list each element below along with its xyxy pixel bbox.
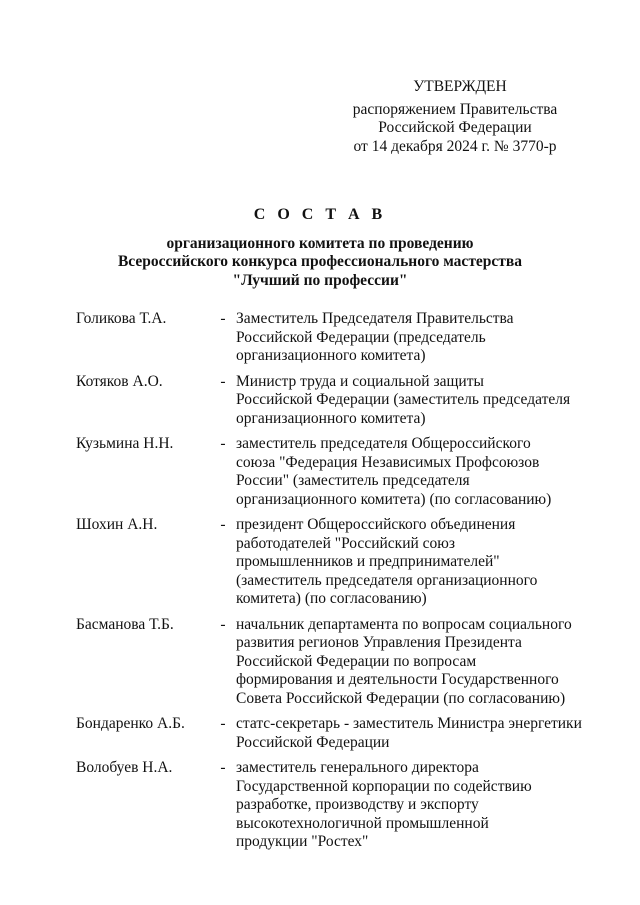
title-line: "Лучший по профессии" <box>232 271 408 289</box>
member-row <box>76 516 576 609</box>
member-dash: - <box>220 759 226 776</box>
member-role-line: статс-секретарь - заместитель Министра энергетики <box>236 715 582 732</box>
member-role-line: Российской Федерации (председатель <box>236 328 486 346</box>
member-role-line: развития регионов Управления Президента <box>236 634 522 651</box>
member-role-line: Государственной корпорации по содействию <box>236 777 532 795</box>
member-role-line: комитета) (по согласованию) <box>236 590 427 607</box>
member-role-line: Российской Федерации по вопросам <box>236 652 477 670</box>
member-role-line: организационного комитета) (по согласованию) <box>236 490 552 508</box>
member-role-line: союза "Федерация Независимых Профсоюзов <box>236 453 540 471</box>
approval-stamp <box>340 78 570 156</box>
member-role-line: организационного комитета) <box>236 409 426 427</box>
approval-line: распоряжением Правительства <box>352 100 558 118</box>
member-role-line: Министр труда и социальной защиты <box>236 372 484 390</box>
member-row <box>76 759 576 852</box>
member-role-line: работодателей "Российский союз <box>236 534 455 552</box>
member-name: Котяков А.О. <box>76 372 163 390</box>
member-role-line: Российской Федерации <box>236 733 390 751</box>
member-role-line: (заместитель председателя организационного <box>236 571 538 589</box>
member-role-line: высокотехнологичной промышленной <box>236 814 489 832</box>
member-role <box>236 516 566 609</box>
member-row <box>76 616 576 709</box>
member-dash: - <box>220 615 226 633</box>
member-role-line: Заместитель Председателя Правительства <box>236 310 514 327</box>
member-dash: - <box>220 715 226 732</box>
member-name: Волобуев Н.А. <box>76 759 173 776</box>
member-role-line: промышленников и предпринимателей" <box>236 553 500 570</box>
member-name: Басманова Т.Б. <box>76 615 174 633</box>
member-role <box>236 372 571 429</box>
member-role-line: Российской Федерации (заместитель председателя <box>236 391 571 408</box>
member-role <box>236 435 566 509</box>
member-name: Кузьмина Н.Н. <box>76 435 174 452</box>
member-name: Голикова Т.А. <box>76 310 167 327</box>
member-row <box>76 435 576 509</box>
member-role-line: разработке, производству и экспорту <box>236 796 479 813</box>
member-role-line: формирования и деятельности Государственного <box>236 671 559 688</box>
member-role <box>236 615 572 709</box>
member-role <box>236 310 566 366</box>
member-role-line: России" (заместитель председателя <box>236 472 470 489</box>
member-name: Шохин А.Н. <box>76 516 158 533</box>
member-role <box>236 715 582 752</box>
member-role-line: начальник департамента по вопросам социального <box>236 615 572 633</box>
member-dash: - <box>220 372 226 390</box>
member-name: Бондаренко А.Б. <box>76 715 185 732</box>
approval-line: Российской Федерации <box>378 119 532 136</box>
title-line: организационного комитета по проведению <box>166 234 474 252</box>
approval-heading: УТВЕРЖДЕН <box>413 78 507 95</box>
member-dash: - <box>220 516 226 533</box>
member-role <box>236 759 566 852</box>
member-role-line: заместитель генерального директора <box>236 759 479 776</box>
member-row <box>76 715 582 752</box>
member-dash: - <box>220 310 226 327</box>
member-role-line: президент Общероссийского объединения <box>236 516 516 533</box>
member-row <box>76 310 576 366</box>
member-role-line: Совета Российской Федерации (по согласованию) <box>236 689 566 707</box>
member-dash: - <box>220 435 226 452</box>
member-row <box>76 373 576 429</box>
member-role-line: продукции "Ростех" <box>236 833 369 850</box>
members-list <box>76 310 582 859</box>
member-role-line: организационного комитета) <box>236 347 426 364</box>
document-title <box>70 206 570 290</box>
title-line: Всероссийского конкурса профессионального мастерства <box>117 253 523 270</box>
member-role-line: заместитель председателя Общероссийского <box>236 435 531 452</box>
approval-line: от 14 декабря 2024 г. № 3770-р <box>353 137 557 155</box>
title-main: С О С Т А В <box>253 206 387 223</box>
